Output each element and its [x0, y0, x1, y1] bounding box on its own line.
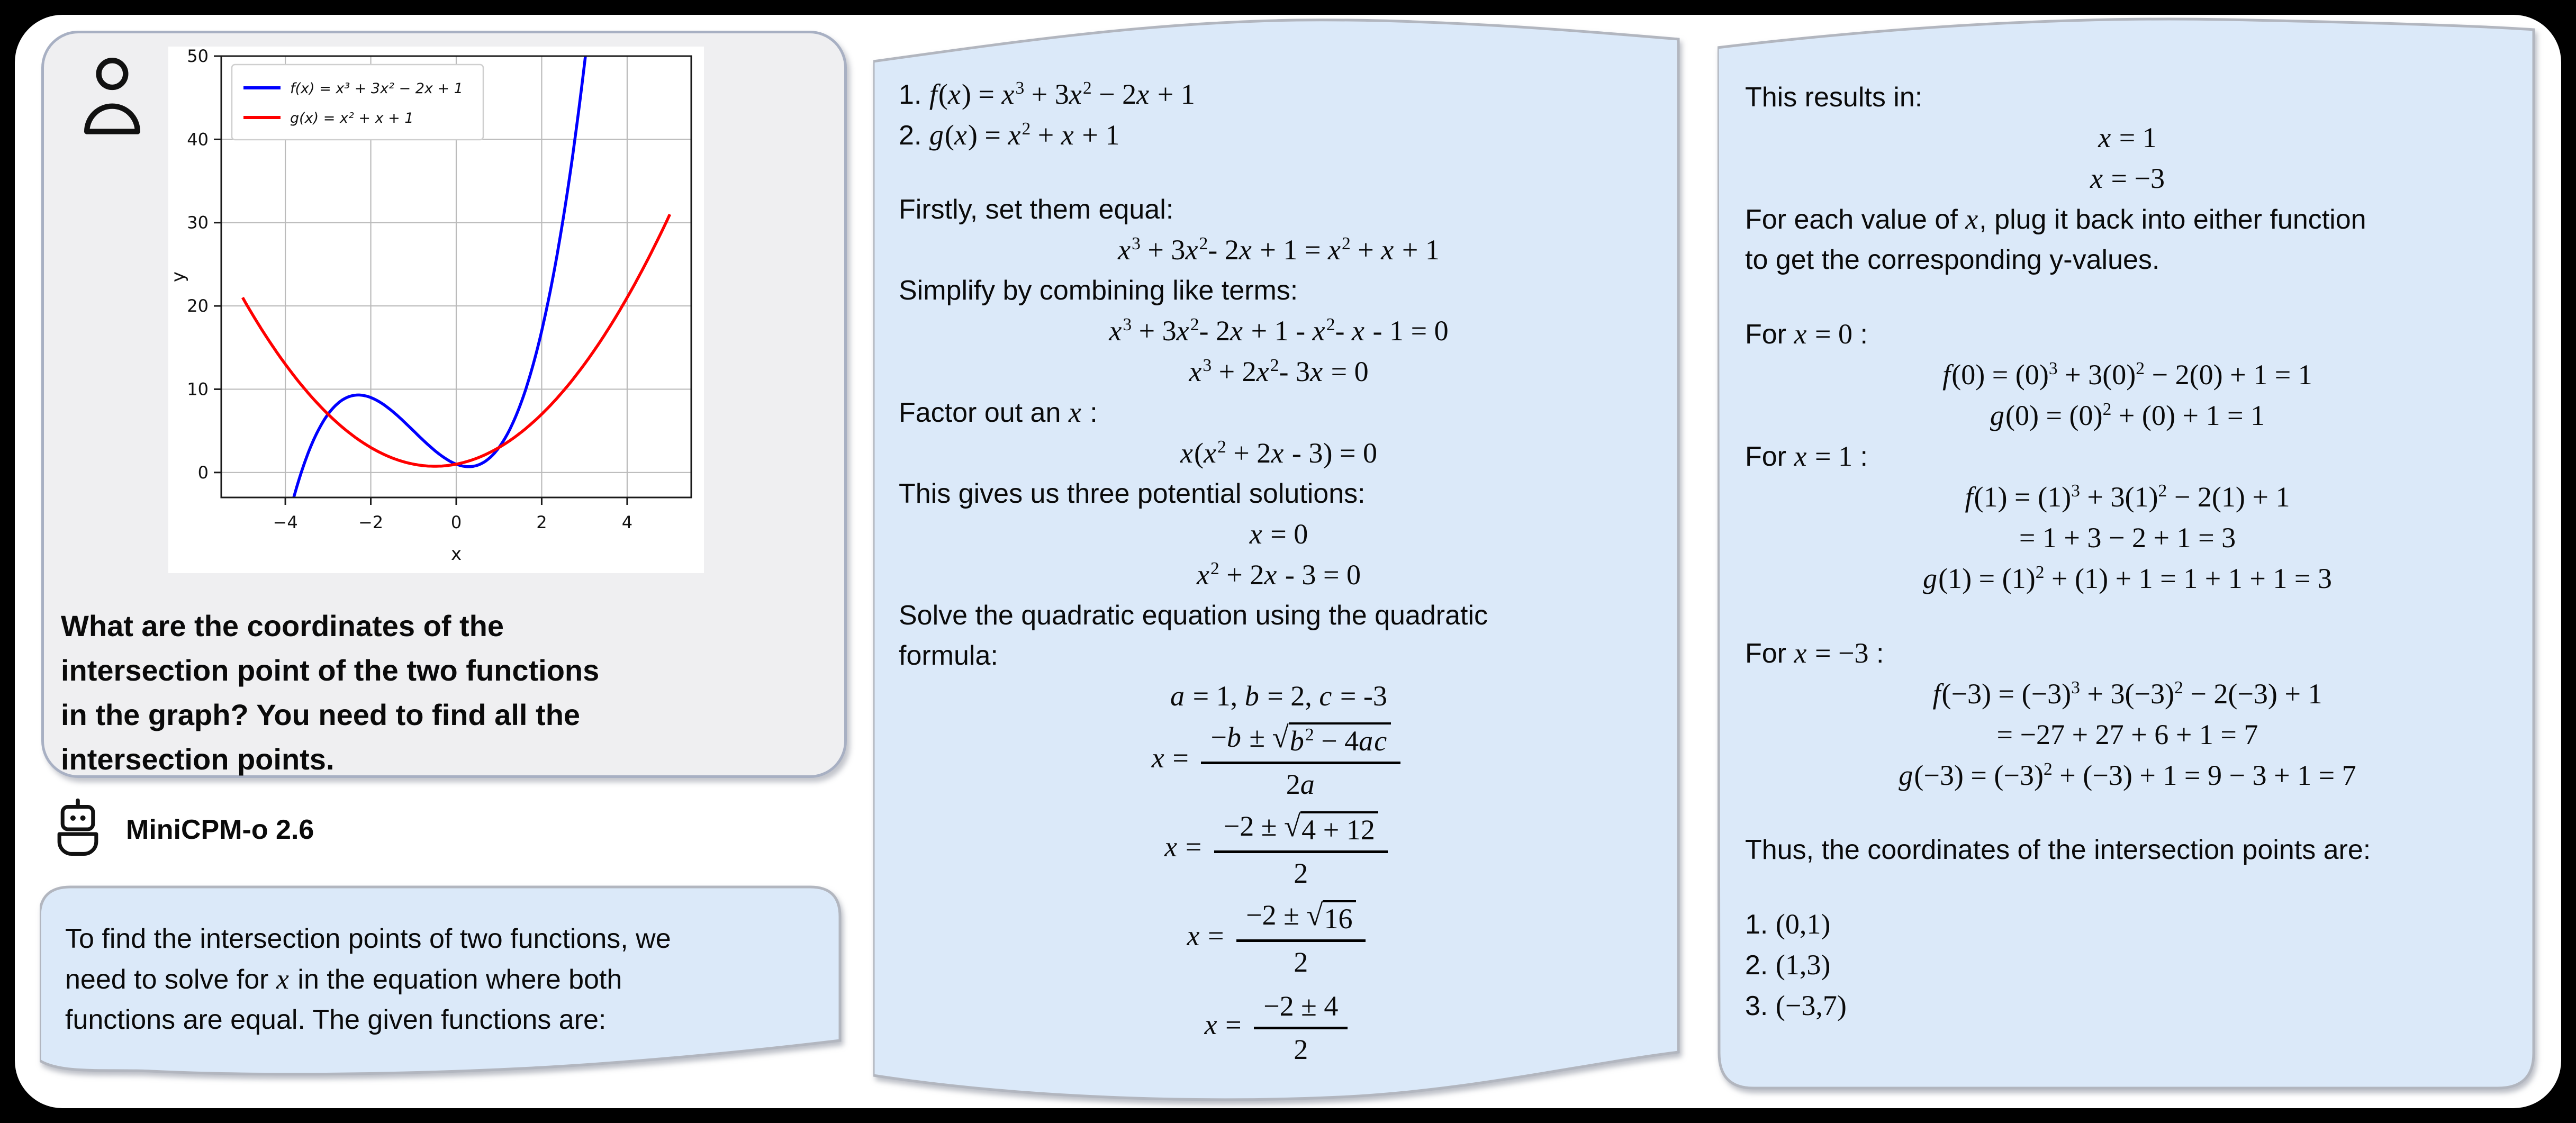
math-line: x = −2 ± √ 16 2: [899, 894, 1659, 983]
text-line: What are the coordinates of the: [61, 609, 504, 642]
text-line: intersection point of the two functions: [61, 654, 600, 687]
math-line: $f(-3) = (-3)^3 + 3(-3)^2 - 2(-3) + 1$: [1932, 677, 2322, 710]
math-line: a = 1, b = 2, c = -3: [1170, 680, 1387, 712]
math-line: x = $\frac{-2 \pm 4}{2}$: [899, 983, 1659, 1072]
math-line: Factor out an x :: [899, 396, 1098, 428]
svg-text:−4: −4: [273, 512, 298, 532]
text-line: This results in:: [1745, 82, 1923, 113]
assistant-text: [873, 15, 1680, 1072]
math-line: x = 0: [1249, 518, 1308, 550]
svg-text:10: 10: [187, 379, 209, 400]
assistant-text: [1718, 15, 2535, 1026]
math-line: For x = 0 :: [1745, 318, 1868, 350]
spacer: [1745, 280, 2510, 314]
user-message-panel: [41, 31, 847, 778]
math-line: need to solve for x in the equation where both: [65, 963, 622, 995]
content-card: [15, 15, 2561, 1108]
math-line: 3. (−3,7): [1745, 990, 1847, 1021]
model-attribution: [50, 793, 314, 867]
assistant-message-bubble-2: [873, 15, 1680, 1104]
math-line: $g(0) = (0)^2 + (0) + 1 = 1$: [1990, 399, 2265, 431]
svg-text:4: 4: [621, 512, 633, 532]
math-line: x = −3: [2090, 162, 2165, 194]
robot-icon: [50, 796, 106, 864]
math-line: 1. (0,1): [1745, 908, 1831, 940]
math-line: x = −2 ± √ 4 + 12 2: [899, 805, 1659, 894]
plot-figure: [168, 47, 704, 573]
text-line: To find the intersection points of two functions, we: [65, 923, 671, 954]
text-line: intersection points.: [61, 742, 335, 776]
text-line: Simplify by combining like terms:: [899, 275, 1298, 306]
function-plot: [168, 47, 704, 573]
svg-text:40: 40: [187, 129, 209, 150]
svg-text:0: 0: [197, 462, 209, 483]
text-line: to get the corresponding y-values.: [1745, 244, 2160, 275]
math-line: $x^3 + 3x^2-$ $2x + 1 - x^2-$ x - 1 = 0: [1109, 314, 1449, 347]
text-line: Solve the quadratic equation using the quadratic: [899, 600, 1488, 631]
spacer: [899, 156, 1659, 189]
text-line: Firstly, set them equal:: [899, 194, 1174, 225]
svg-text:20: 20: [187, 296, 209, 316]
svg-text:2: 2: [536, 512, 547, 532]
math-line: 2. $g(x) = x^2 + x + 1$: [899, 119, 1120, 151]
math-line: $g(-3) = (-3)^2 + (-3) + 1 = 9 - 3 + 1 = 7$: [1899, 759, 2356, 791]
math-line: $x^3 + 2x^2-$ 3x = 0: [1189, 355, 1369, 387]
assistant-message-bubble-3: [1718, 15, 2535, 1090]
math-line: For each value of x, plug it back into either function: [1745, 203, 2366, 235]
text-line: This gives us three potential solutions:: [899, 478, 1366, 509]
svg-text:50: 50: [187, 47, 209, 66]
svg-text:0: 0: [450, 512, 462, 532]
math-line: For x = 1 :: [1745, 440, 1868, 472]
user-question: [61, 604, 728, 782]
text-line: Thus, the coordinates of the intersection points are:: [1745, 835, 2371, 865]
math-line: For x = −3 :: [1745, 637, 1884, 669]
math-line: = 1 + 3 − 2 + 1 = 3: [2019, 522, 2236, 554]
svg-text:30: 30: [187, 212, 209, 233]
x-axis-label: x: [450, 544, 462, 565]
model-name: MiniCPM-o 2.6: [126, 814, 314, 845]
text-line: formula:: [899, 640, 998, 671]
math-line: $x(x^2 + 2x - 3) = 0$: [1180, 437, 1378, 469]
legend: [232, 65, 483, 140]
legend-label-0: f(x) = x³ + 3x² − 2x + 1: [290, 80, 463, 97]
math-line: $x^2 + 2x - 3 = 0$: [1196, 558, 1361, 591]
math-line: $f(1) = (1)^3 + 3(1)^2 - 2(1) + 1$: [1965, 481, 2290, 513]
y-axis-label: y: [168, 271, 189, 283]
text-line: functions are equal. The given functions are:: [65, 1004, 607, 1035]
math-line: x = −b ± √ $b^2 - 4ac$ 2a: [899, 717, 1659, 805]
math-line: x = 1: [2098, 122, 2157, 153]
math-line: 2. (1,3): [1745, 949, 1831, 981]
spacer: [1745, 870, 2510, 904]
assistant-message-bubble-1: [40, 885, 843, 1084]
math-line: 1. $f(x) = x^3 + 3x^2 - 2x + 1$: [899, 78, 1195, 110]
math-line: $g(1) = (1)^2 + (1) + 1 = 1 + 1 + 1 = 3$: [1923, 562, 2332, 594]
math-line: = −27 + 27 + 6 + 1 = 7: [1996, 719, 2258, 750]
math-line: $f(0) = (0)^3 + 3(0)^2 - 2(0) + 1 = 1$: [1942, 358, 2312, 391]
math-line: $x^3 + 3x^2-$ $2x + 1 = x^2 + x + 1$: [1118, 233, 1440, 266]
legend-label-1: g(x) = x² + x + 1: [290, 110, 414, 126]
assistant-text: [40, 885, 843, 1040]
user-icon: [80, 51, 144, 139]
text-line: in the graph? You need to find all the: [61, 698, 581, 731]
spacer: [1745, 796, 2510, 830]
svg-text:−2: −2: [358, 512, 384, 532]
spacer: [1745, 599, 2510, 633]
